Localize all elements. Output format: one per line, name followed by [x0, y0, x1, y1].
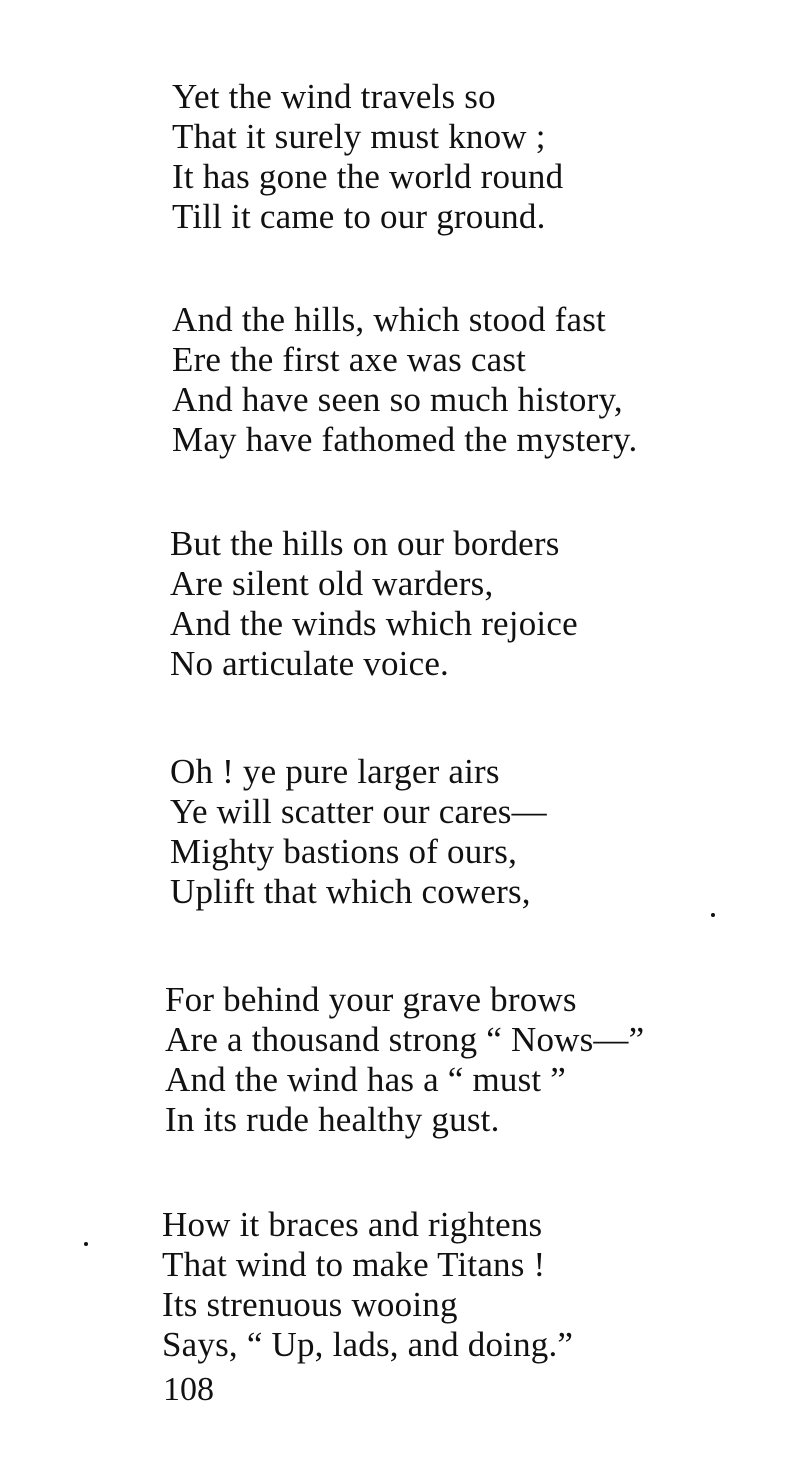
poem-line: Are a thousand strong “ Nows—”	[165, 1020, 645, 1059]
stanza	[162, 1205, 573, 1365]
poem-line: And the wind has a “ must ”	[165, 1060, 567, 1099]
stanza	[172, 300, 637, 460]
poem-line: May have fathomed the mystery.	[172, 420, 638, 459]
poem-line: No articulate voice.	[170, 644, 450, 683]
poem-line: How it braces and rightens	[162, 1205, 543, 1244]
poem-line: That wind to make Titans !	[162, 1245, 546, 1284]
poem-line: And have seen so much history,	[172, 380, 623, 419]
poem-line: Oh ! ye pure larger airs	[170, 752, 500, 791]
poem-line: Mighty bastions of ours,	[170, 832, 518, 871]
ink-speck	[711, 913, 715, 917]
poem-line: Ye will scatter our cares—	[170, 792, 547, 831]
stanza	[172, 77, 563, 237]
stanza	[170, 752, 547, 912]
poem-line: Till it came to our ground.	[172, 197, 546, 236]
poem-line: Yet the wind travels so	[172, 77, 496, 116]
poem-line: In its rude healthy gust.	[165, 1100, 500, 1139]
stanza	[170, 524, 578, 684]
poem-line: Uplift that which cowers,	[170, 872, 531, 911]
poem-line: Are silent old warders,	[170, 564, 494, 603]
ink-speck	[84, 1242, 88, 1246]
page-number: 108	[163, 1371, 214, 1408]
poem-line: And the hills, which stood fast	[172, 300, 606, 339]
poem-line: Says, “ Up, lads, and doing.”	[162, 1325, 574, 1364]
poem-line: But the hills on our borders	[170, 524, 560, 563]
stanza	[165, 980, 644, 1140]
poem-line: That it surely must know ;	[172, 117, 546, 156]
poem-line: Ere the first axe was cast	[172, 340, 527, 379]
poem-line: For behind your grave brows	[165, 980, 577, 1019]
poem-line: Its strenuous wooing	[162, 1285, 458, 1324]
poem-line: And the winds which rejoice	[170, 604, 578, 643]
poem-line: It has gone the world round	[172, 157, 564, 196]
